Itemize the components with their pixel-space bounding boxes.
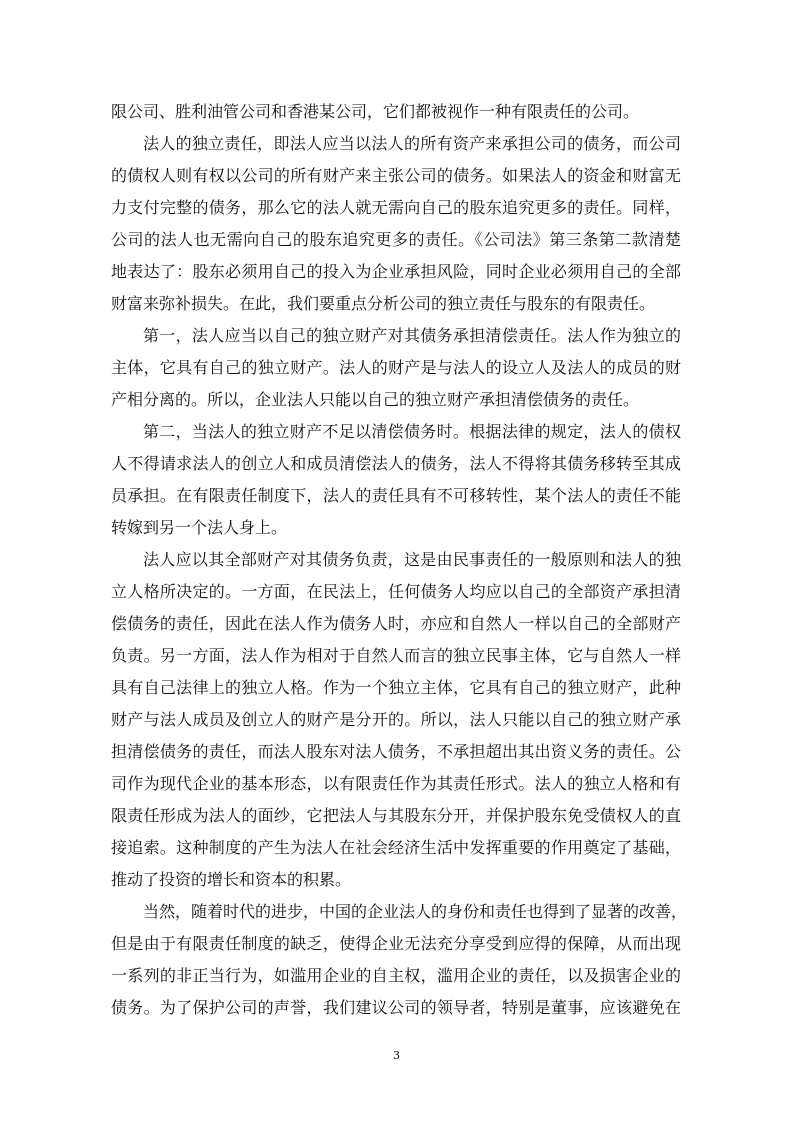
text-line: 财富来弥补损失。在此，我们要重点分析公司的独立责任与股东的有限责任。 xyxy=(111,294,656,313)
text-line: 第一，法人应当以自己的独立财产对其债务承担清偿责任。法人作为独立的 xyxy=(143,326,681,345)
text-line: 推动了投资的增长和资本的积累。 xyxy=(111,870,352,889)
text-line: 负责。另一方面，法人作为相对于自然人而言的独立民事主体，它与自然人一样 xyxy=(111,646,681,665)
text-line: 法人应以其全部财产对其债务负责，这是由民事责任的一般原则和法人的独 xyxy=(143,550,681,569)
text-line: 一系列的非正当行为，如滥用企业的自主权，滥用企业的责任，以及损害企业的 xyxy=(111,966,681,985)
text-line: 接追索。这种制度的产生为法人在社会经济生活中发挥重要的作用奠定了基础， xyxy=(111,838,681,857)
text-line: 公司的法人也无需向自己的股东追究更多的责任。《公司法》第三条第二款清楚 xyxy=(111,230,681,249)
text-line: 具有自己法律上的独立人格。作为一个独立主体，它具有自己的独立财产，此种 xyxy=(111,678,681,697)
text-line: 地表达了：股东必须用自己的投入为企业承担风险，同时企业必须用自己的全部 xyxy=(111,262,681,281)
text-line: 担清偿债务的责任，而法人股东对法人债务，不承担超出其出资义务的责任。公 xyxy=(111,742,681,761)
text-line: 人不得请求法人的创立人和成员清偿法人的债务，法人不得将其债务移转至其成 xyxy=(111,454,681,473)
body-text xyxy=(111,96,688,1024)
page-number: 3 xyxy=(393,1049,400,1062)
text-line: 力支付完整的债务，那么它的法人就无需向自己的股东追究更多的责任。同样， xyxy=(111,198,681,217)
paragraph xyxy=(111,96,681,128)
text-line: 限责任形成为法人的面纱，它把法人与其股东分开，并保护股东免受债权人的直 xyxy=(111,806,681,825)
text-line: 但是由于有限责任制度的缺乏，使得企业无法充分享受到应得的保障，从而出现 xyxy=(111,934,681,953)
text-line: 第二，当法人的独立财产不足以清偿债务时。根据法律的规定，法人的债权 xyxy=(143,422,681,441)
text-line: 当然，随着时代的进步，中国的企业法人的身份和责任也得到了显著的改善， xyxy=(143,902,688,921)
text-line: 偿债务的责任，因此在法人作为债务人时，亦应和自然人一样以自己的全部财产 xyxy=(111,614,681,633)
text-line: 转嫁到另一个法人身上。 xyxy=(111,518,288,537)
paragraph xyxy=(111,128,681,320)
text-line: 立人格所决定的。一方面，在民法上，任何债务人均应以自己的全部资产承担清 xyxy=(111,582,681,601)
text-line: 债务。为了保护公司的声誉，我们建议公司的领导者，特别是董事，应该避免在 xyxy=(111,998,681,1017)
text-line: 产相分离的。所以，企业法人只能以自己的独立财产承担清偿债务的责任。 xyxy=(111,390,640,409)
text-line: 法人的独立责任，即法人应当以法人的所有资产来承担公司的债务，而公司 xyxy=(143,134,681,153)
text-line: 主体，它具有自己的独立财产。法人的财产是与法人的设立人及法人的成员的财 xyxy=(111,358,681,377)
paragraph xyxy=(111,416,681,544)
text-line: 财产与法人成员及创立人的财产是分开的。所以，法人只能以自己的独立财产承 xyxy=(111,710,681,729)
text-line: 的债权人则有权以公司的所有财产来主张公司的债务。如果法人的资金和财富无 xyxy=(111,166,681,185)
paragraph xyxy=(111,544,681,896)
text-line: 司作为现代企业的基本形态，以有限责任作为其责任形式。法人的独立人格和有 xyxy=(111,774,681,793)
text-line: 员承担。在有限责任制度下，法人的责任具有不可移转性，某个法人的责任不能 xyxy=(111,486,681,505)
paragraph xyxy=(111,320,681,416)
page-body xyxy=(111,96,688,1024)
text-line: 限公司、胜利油管公司和香港某公司，它们都被视作一种有限责任的公司。 xyxy=(111,102,640,121)
paragraph xyxy=(111,896,688,1024)
